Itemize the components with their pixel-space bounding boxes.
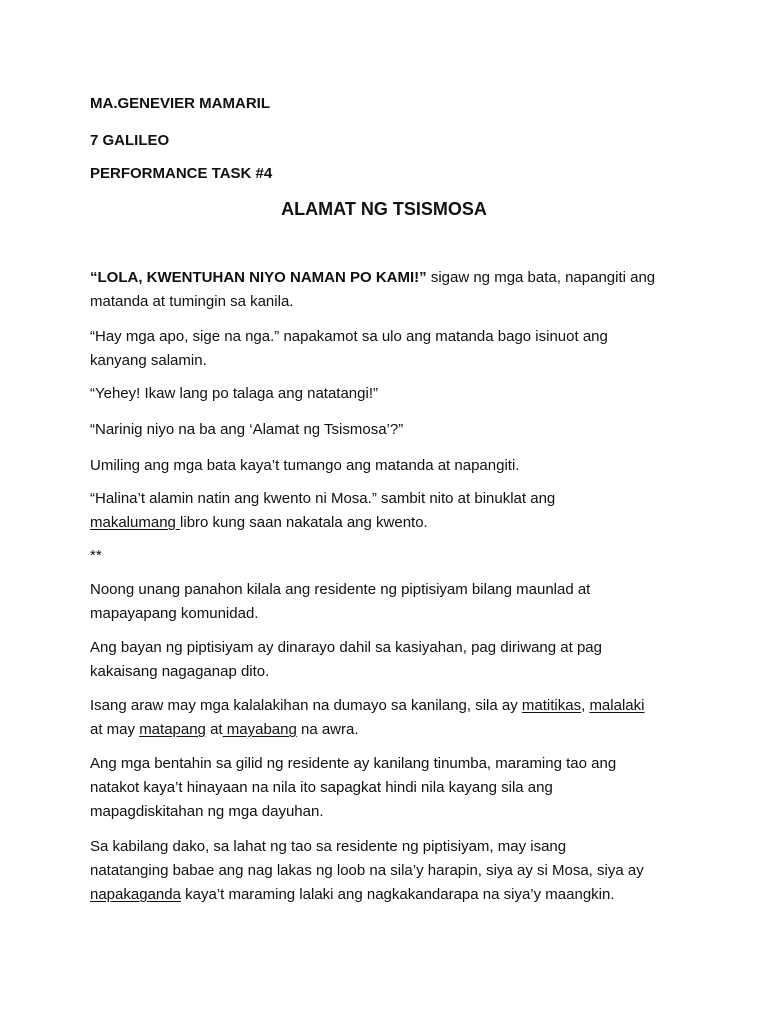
underlined-word: malalaki [589,697,645,714]
paragraph-text: Ang bayan ng piptisiyam ay dinarayo dahil sa kasiyahan, pag diriwang at pag [90,639,602,656]
paragraph-text: kanyang salamin. [90,352,207,369]
paragraph-text: natatanging babae ang nag lakas ng loob na sila’y harapin, siya ay si Mosa, siya ay [90,862,644,879]
paragraph-text: mapagdiskitahan ng mga dayuhan. [90,803,324,820]
document-title: ALAMAT NG TSISMOSA [281,199,487,219]
paragraph-4 [90,418,700,442]
underlined-word: matitikas [521,697,582,714]
paragraph-10 [90,752,700,824]
underlined-word: mayabang [222,721,297,738]
paragraph-text: sigaw ng mga bata, napangiti ang [426,269,656,286]
paragraph-text: “Halina’t alamin natin ang kwento ni Mosa.” sambit nito at binuklat ang [90,490,556,507]
paragraph-1 [90,266,700,314]
paragraph-text: Noong unang panahon kilala ang residente ng piptisiyam bilang maunlad at [90,581,591,598]
paragraph-text: at may [90,721,140,738]
task-label: PERFORMANCE TASK #4 [90,165,273,182]
underlined-word: matapang [139,721,206,738]
student-section: 7 GALILEO [90,132,170,149]
paragraph-text: at [205,721,223,738]
paragraph-text: “Narinig niyo na ba ang ‘Alamat ng Tsismosa’?” [90,421,404,438]
paragraph-text: natakot kaya’t hinayaan na nila ito sapagkat hindi nila kayang sila ang [90,779,553,796]
paragraph-text: “Yehey! Ikaw lang po talaga ang natatangi!” [90,385,378,402]
underlined-word: makalumang [90,514,181,531]
paragraph-text: kakaisang nagaganap dito. [90,663,270,680]
student-name: MA.GENEVIER MAMARIL [90,95,270,112]
paragraph-11 [90,835,700,907]
paragraph-text: matanda at tumingin sa kanila. [90,293,294,310]
separator [90,544,700,568]
underlined-word: napakaganda [90,886,181,903]
paragraph-text: Ang mga bentahin sa gilid ng residente ay kanilang tinumba, maraming tao ang [90,755,617,772]
paragraph-3 [90,382,700,406]
bold-quote: “LOLA, KWENTUHAN NIYO NAMAN PO KAMI!” [90,269,427,286]
paragraph-6 [90,487,700,535]
paragraph-text: kaya’t maraming lalaki ang nagkakandarapa na siya’y maangkin. [180,886,615,903]
paragraph-text: na awra. [296,721,359,738]
paragraph-text: libro kung saan nakatala ang kwento. [180,514,428,531]
paragraph-text: “Hay mga apo, sige na nga.” napakamot sa ulo ang matanda bago isinuot ang [90,328,608,345]
paragraph-9 [90,694,700,742]
separator-text: ** [90,547,102,564]
paragraph-8 [90,636,700,684]
paragraph-2 [90,325,700,373]
paragraph-text: Umiling ang mga bata kaya’t tumango ang matanda at napangiti. [90,457,520,474]
paragraph-text: Isang araw may mga kalalakihan na dumayo sa kanilang, sila ay [90,697,522,714]
paragraph-text: Sa kabilang dako, sa lahat ng tao sa residente ng piptisiyam, may isang [90,838,567,855]
paragraph-text: , [581,697,590,714]
paragraph-7 [90,578,700,626]
paragraph-5 [90,454,700,478]
paragraph-text: mapayapang komunidad. [90,605,259,622]
